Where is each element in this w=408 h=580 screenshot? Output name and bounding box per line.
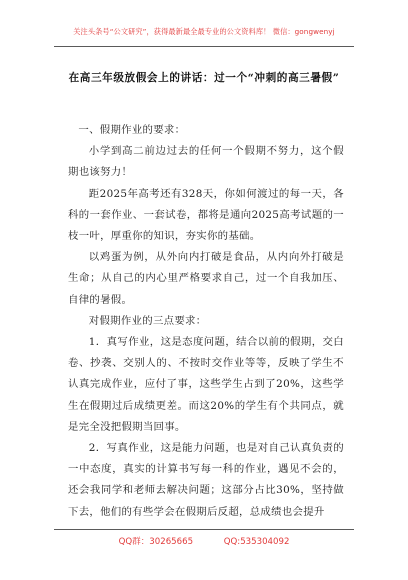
footer-divider: [54, 529, 354, 530]
document-title: 在高三年级放假会上的讲话：过一个“冲刺的高三暑假”: [68, 72, 340, 84]
section-heading: 一、假期作业的要求：: [78, 124, 186, 136]
paragraph: 对假期作业的三点要求：: [88, 314, 207, 327]
paragraph: 2．写真作业，这是能力问题，也是对自己认真负责的一中态度，真实的计算书写每一科的作业，遇见不会的，还会我同学和老师去解决问题；这部分占比30%，坚持做下去，他们的有些学会在假期后反超，总成绩也会提升: [68, 442, 344, 518]
document-body: [68, 120, 344, 523]
paragraph: 以鸡蛋为例，从外向内打破是食品，从内向外打破是生命；从自己的内心里严格要求自己，过一个自我加压、自律的暑假。: [68, 251, 344, 306]
footer-contact: [0, 535, 408, 547]
footer-qq-group: QQ群：30265665: [118, 537, 194, 547]
header-promo-text: 关注头条号“公文研究”，获得最新最全最专业的公文资料库！ 微信：gongwenyj: [73, 27, 335, 36]
header-divider: [54, 46, 354, 47]
paragraph: 距2025年高考还有328天，你如何渡过的每一天，各科的一套作业、一套试卷，都将是通向2025高考试题的一枝一叶，厚重你的知识，夯实你的基础。: [68, 187, 344, 243]
footer-qq-number: QQ:535304092: [223, 537, 290, 547]
paragraph: 小学到高二前边过去的任何一个假期不努力，这个假期也该努力！: [68, 145, 344, 179]
page-header: [0, 0, 408, 37]
paragraph: 1．真写作业，这是态度问题，结合以前的假期，交白卷、抄袭、交别人的、不按时交作业等等，反映了学生不认真完成作业，应付了事，这些学生占到了20%，这些学生在假期过后成绩更差。而这20%的学生有个共同点，就是完全没把假期当回事。: [68, 336, 344, 433]
